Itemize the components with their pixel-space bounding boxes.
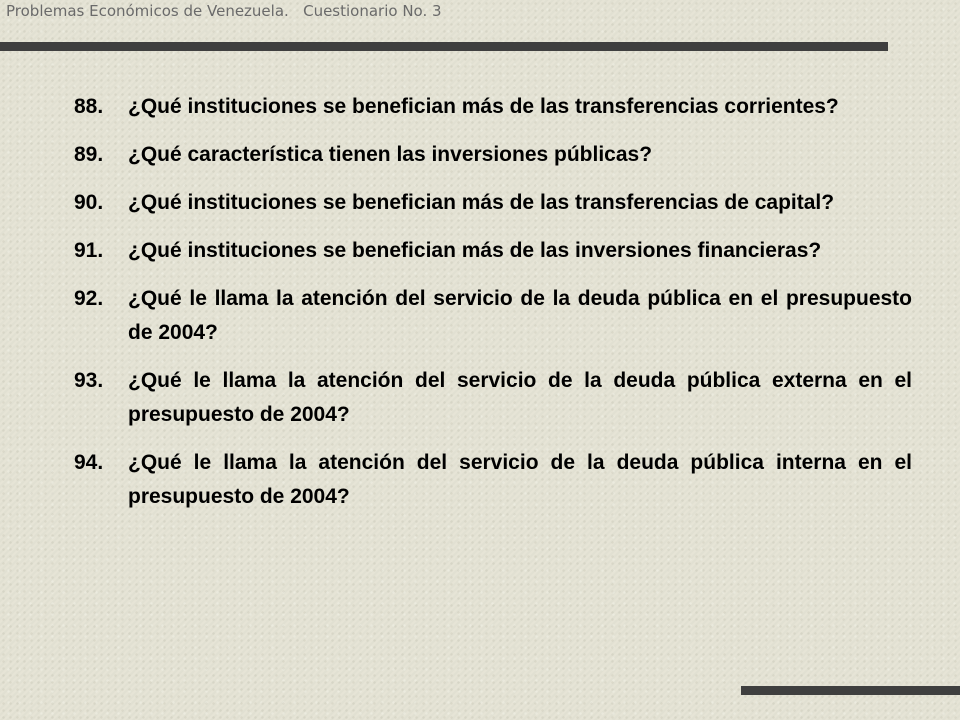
question-item-92: [74, 282, 912, 350]
question-text: ¿Qué instituciones se benefician más de las transferencias corrientes?: [128, 95, 839, 118]
question-text: ¿Qué instituciones se benefician más de las transferencias de capital?: [128, 191, 835, 214]
question-text: ¿Qué instituciones se benefician más de las inversiones financieras?: [128, 239, 822, 262]
question-item-88: [74, 90, 912, 124]
question-text: ¿Qué característica tienen las inversiones públicas?: [128, 143, 653, 166]
question-item-93: [74, 364, 912, 432]
question-text: ¿Qué le llama la atención del servicio de la deuda pública externa en el presupuesto de 2004?: [128, 369, 912, 426]
question-number: 89.: [74, 143, 104, 166]
question-number: 91.: [74, 239, 104, 262]
question-number: 90.: [74, 191, 104, 214]
question-text: ¿Qué le llama la atención del servicio de la deuda pública en el presupuesto de 2004?: [128, 287, 912, 344]
question-item-90: [74, 186, 912, 220]
question-number: 88.: [74, 95, 104, 118]
question-number: 92.: [74, 287, 104, 310]
question-list: [74, 90, 912, 528]
slide-header-title: Problemas Económicos de Venezuela. Cuestionario No. 3: [6, 2, 442, 20]
top-divider-bar: [0, 42, 888, 51]
question-item-91: [74, 234, 912, 268]
question-number: 93.: [74, 369, 104, 392]
question-number: 94.: [74, 451, 104, 474]
question-item-89: [74, 138, 912, 172]
question-item-94: [74, 446, 912, 514]
question-text: ¿Qué le llama la atención del servicio de la deuda pública interna en el presupuesto de 2004?: [128, 451, 912, 508]
bottom-divider-bar: [741, 686, 960, 695]
